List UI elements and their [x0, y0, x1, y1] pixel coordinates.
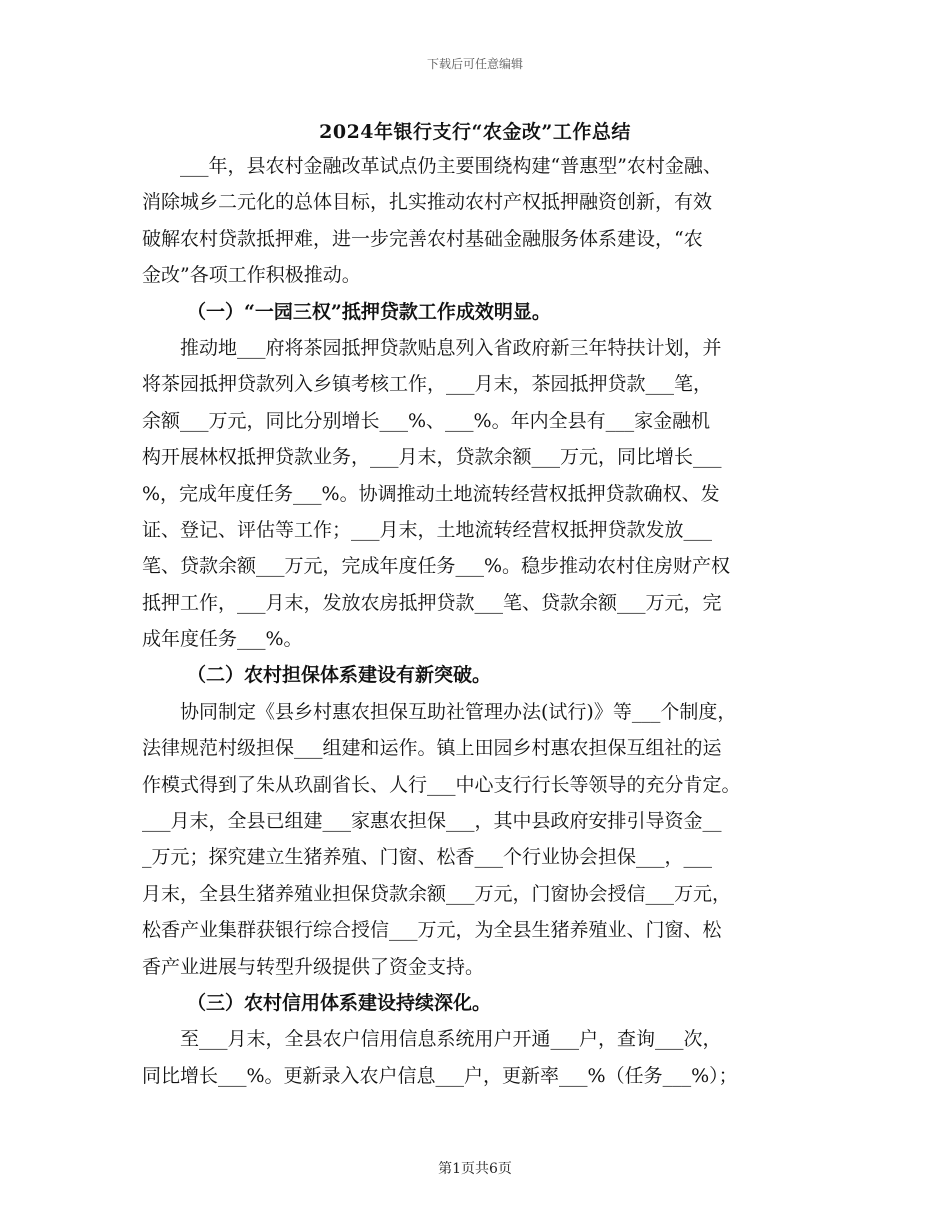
- paragraph-line: _万元；探究建立生猪养殖、门窗、松香___个行业协会担保___，___: [142, 846, 713, 869]
- paragraph-line: ___月末，全县已组建___家惠农担保___，其中县政府安排引导资金__: [142, 810, 722, 833]
- paragraph-line: 金改”各项工作积极推动。: [142, 264, 361, 287]
- paragraph-line: 抵押工作，___月末，发放农房抵押贷款___笔、贷款余额___万元，完: [142, 591, 722, 614]
- paragraph-line: 月末，全县生猪养殖业担保贷款余额___万元，门窗协会授信___万元，: [142, 882, 732, 905]
- paragraph-line: ___年，县农村金融改革试点仍主要围绕构建“普惠型”农村金融、: [180, 155, 722, 177]
- paragraph-line: 破解农村贷款抵押难，进一步完善农村基础金融服务体系建设，“农: [142, 227, 703, 250]
- paragraph-line: 至___月末，全县农户信用信息系统用户开通___户，查询___次，: [180, 1028, 722, 1051]
- paragraph-line: 香产业进展与转型升级提供了资金支持。: [142, 955, 485, 978]
- paragraph-line: 成年度任务___%。: [142, 628, 303, 651]
- paragraph-line: 法律规范村级担保___组建和运作。镇上田园乡村惠农担保互组社的运: [142, 737, 722, 760]
- paragraph-line: 消除城乡二元化的总体目标，扎实推动农村产权抵押融资创新，有效: [142, 191, 713, 214]
- paragraph-line: 协同制定《县乡村惠农担保互助社管理办法(试行)》等___个制度，: [180, 700, 737, 723]
- document-title: 2024年银行支行“农金改”工作总结: [319, 121, 631, 143]
- paragraph-line: 余额___万元，同比分别增长___%、___%。年内全县有___家金融机: [142, 409, 711, 432]
- paragraph-line: 证、登记、评估等工作；___月末，土地流转经营权抵押贷款发放___: [142, 518, 713, 541]
- section-heading: （三）农村信用体系建设持续深化。: [187, 991, 492, 1014]
- paragraph-line: 将茶园抵押贷款列入乡镇考核工作，___月末，茶园抵押贷款___笔，: [142, 373, 713, 396]
- paragraph-line: 推动地___府将茶园抵押贷款贴息列入省政府新三年特扶计划，并: [180, 336, 722, 359]
- paragraph-line: 作模式得到了朱从玖副省长、人行___中心支行行长等领导的充分肯定。: [142, 773, 741, 796]
- paragraph-line: %，完成年度任务___%。协调推动土地流转经营权抵押贷款确权、发: [142, 482, 720, 505]
- page-header-note: 下载后可任意编辑: [426, 57, 523, 71]
- document-body: [142, 148, 808, 1094]
- section-heading: （一）“一园三权”抵押贷款工作成效明显。: [187, 300, 551, 323]
- page-footer: 第1页共6页: [438, 1161, 512, 1177]
- paragraph-line: 同比增长___%。更新录入农户信息___户，更新率___%（任务___%）；: [142, 1064, 738, 1087]
- paragraph-line: 松香产业集群获银行综合授信___万元，为全县生猪养殖业、门窗、松: [142, 919, 722, 942]
- paragraph-line: 笔、贷款余额___万元，完成年度任务___%。稳步推动农村住房财产权: [142, 555, 731, 578]
- section-heading: （二）农村担保体系建设有新突破。: [187, 664, 492, 687]
- paragraph-line: 构开展林权抵押贷款业务，___月末，贷款余额___万元，同比增长___: [142, 446, 722, 469]
